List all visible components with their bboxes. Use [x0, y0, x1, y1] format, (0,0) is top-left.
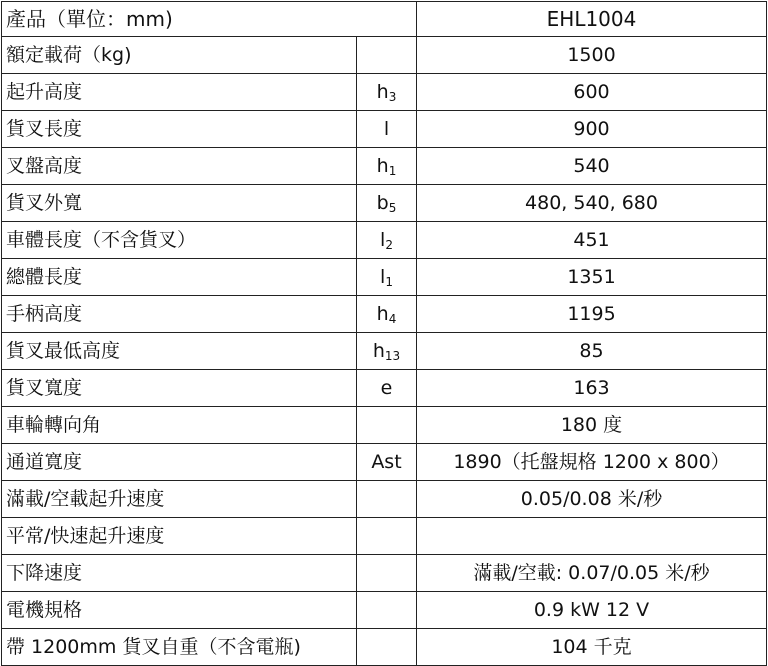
model-name: EHL1004 [417, 2, 767, 37]
header-label: 產品（單位：mm) [2, 2, 417, 37]
table-row [2, 518, 767, 555]
table-row [2, 37, 767, 74]
spec-value: 480, 540, 680 [417, 185, 767, 222]
table-row [2, 185, 767, 222]
spec-value: 1500 [417, 37, 767, 74]
spec-value: 180 度 [417, 407, 767, 444]
symbol-letter: h [376, 155, 389, 177]
spec-value: 1351 [417, 259, 767, 296]
table-row [2, 222, 767, 259]
symbol-letter: h [372, 340, 385, 362]
spec-name: 帶 1200mm 貨叉自重（不含電瓶) [2, 629, 357, 666]
symbol-letter: Ast [371, 451, 402, 473]
spec-symbol [357, 259, 417, 296]
spec-symbol [357, 185, 417, 222]
spec-name: 車體長度（不含貨叉） [2, 222, 357, 259]
table-row [2, 259, 767, 296]
spec-name: 起升高度 [2, 74, 357, 111]
symbol-letter: l [380, 266, 386, 288]
table-row [2, 444, 767, 481]
table-row [2, 333, 767, 370]
spec-value: 滿載/空載: 0.07/0.05 米/秒 [417, 555, 767, 592]
symbol-subscript: 4 [388, 312, 397, 326]
spec-name: 下降速度 [2, 555, 357, 592]
spec-symbol [357, 444, 417, 481]
spec-value: 0.05/0.08 米/秒 [417, 481, 767, 518]
spec-name: 通道寬度 [2, 444, 357, 481]
table-row [2, 111, 767, 148]
spec-table [1, 1, 767, 666]
spec-name: 叉盤高度 [2, 148, 357, 185]
spec-name: 平常/快速起升速度 [2, 518, 357, 555]
spec-name: 貨叉最低高度 [2, 333, 357, 370]
symbol-subscript: 2 [385, 238, 393, 252]
spec-symbol [357, 518, 417, 555]
spec-value: 104 千克 [417, 629, 767, 666]
symbol-subscript: 1 [388, 164, 397, 178]
spec-name: 貨叉寬度 [2, 370, 357, 407]
spec-symbol [357, 148, 417, 185]
symbol-subscript: 13 [384, 349, 401, 363]
symbol-letter: h [376, 303, 389, 325]
symbol-letter: b [376, 192, 389, 214]
spec-name: 總體長度 [2, 259, 357, 296]
symbol-letter: l [383, 118, 390, 140]
spec-symbol [357, 111, 417, 148]
spec-value: 0.9 kW 12 V [417, 592, 767, 629]
table-row [2, 74, 767, 111]
spec-name: 貨叉長度 [2, 111, 357, 148]
table-row [2, 407, 767, 444]
spec-value: 900 [417, 111, 767, 148]
spec-symbol [357, 629, 417, 666]
spec-name: 手柄高度 [2, 296, 357, 333]
table-row [2, 370, 767, 407]
spec-value: 1195 [417, 296, 767, 333]
table-row [2, 629, 767, 666]
spec-symbol [357, 407, 417, 444]
spec-value: 540 [417, 148, 767, 185]
spec-symbol [357, 74, 417, 111]
spec-symbol [357, 555, 417, 592]
spec-value: 451 [417, 222, 767, 259]
table-row [2, 296, 767, 333]
symbol-subscript: 1 [385, 275, 393, 289]
spec-name: 電機規格 [2, 592, 357, 629]
spec-value: 1890（托盤規格 1200 x 800） [417, 444, 767, 481]
table-row [2, 555, 767, 592]
symbol-letter: e [380, 377, 393, 399]
table-row [2, 481, 767, 518]
spec-value: 85 [417, 333, 767, 370]
spec-value: 600 [417, 74, 767, 111]
spec-name: 滿載/空載起升速度 [2, 481, 357, 518]
symbol-letter: l [380, 229, 386, 251]
spec-name: 車輪轉向角 [2, 407, 357, 444]
spec-symbol [357, 592, 417, 629]
spec-symbol [357, 296, 417, 333]
spec-name: 額定載荷（kg) [2, 37, 357, 74]
table-header-row [2, 2, 767, 37]
spec-name: 貨叉外寬 [2, 185, 357, 222]
spec-symbol [357, 37, 417, 74]
symbol-subscript: 5 [388, 201, 397, 215]
spec-symbol [357, 370, 417, 407]
table-row [2, 592, 767, 629]
table-row [2, 148, 767, 185]
symbol-letter: h [376, 81, 389, 103]
spec-symbol [357, 333, 417, 370]
spec-value [417, 518, 767, 555]
spec-value: 163 [417, 370, 767, 407]
symbol-subscript: 3 [388, 90, 397, 104]
spec-symbol [357, 481, 417, 518]
spec-symbol [357, 222, 417, 259]
